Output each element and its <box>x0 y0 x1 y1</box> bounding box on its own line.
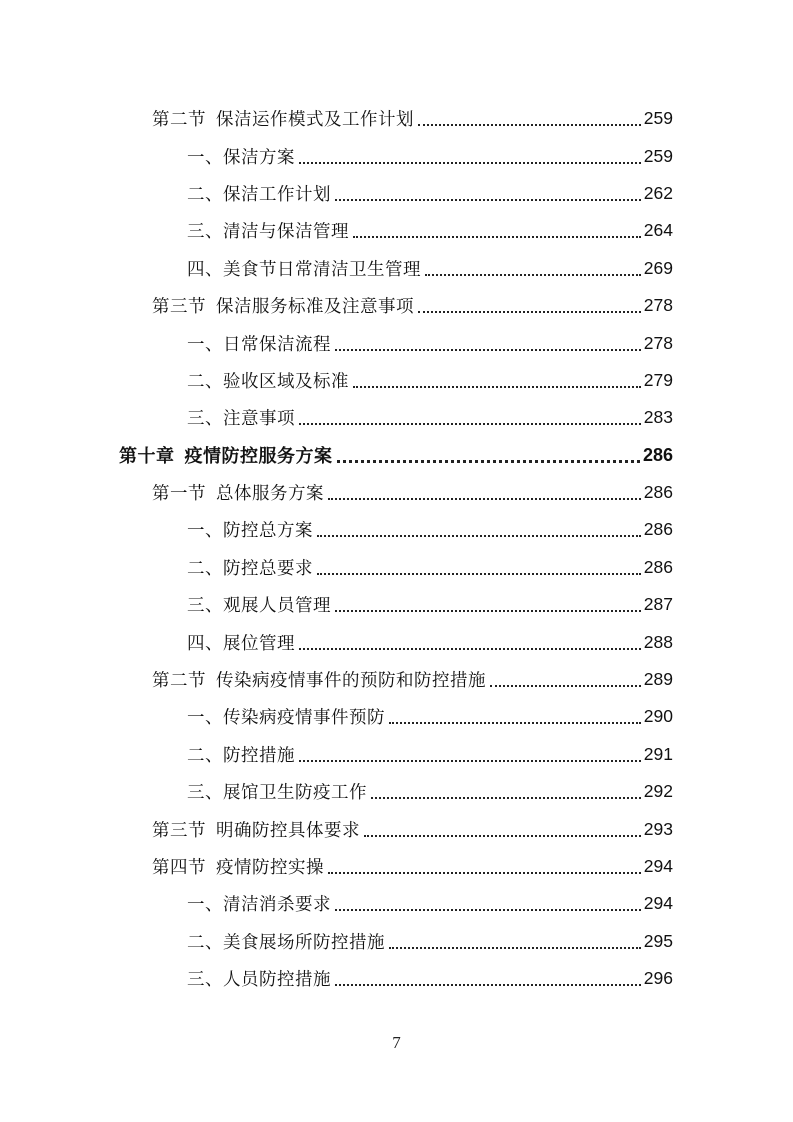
toc-entry-number: 三、 <box>187 596 223 617</box>
toc-entry-text: 传染病疫情事件的预防和防控措施 <box>216 671 486 692</box>
toc-page-number: 259 <box>643 108 673 129</box>
toc-entry-number: 二、 <box>187 371 223 392</box>
toc-page-number: 290 <box>643 706 673 727</box>
toc-entry[interactable] <box>0 623 673 660</box>
toc-entry-number: 二、 <box>187 184 223 205</box>
dot-leader <box>328 871 641 874</box>
toc-entry-text: 美食节日常清洁卫生管理 <box>223 259 421 280</box>
toc-entry-title <box>152 854 324 879</box>
dot-leader <box>299 161 641 164</box>
toc-entry[interactable] <box>0 848 673 885</box>
toc-entry-text: 展馆卫生防疫工作 <box>223 783 367 804</box>
toc-entry[interactable] <box>0 810 673 847</box>
toc-entry-title <box>187 891 331 916</box>
toc-entry-number: 第二节 <box>152 671 206 692</box>
toc-entry[interactable] <box>0 736 673 773</box>
toc-page-number: 288 <box>643 631 673 652</box>
toc-entry[interactable] <box>0 250 673 287</box>
toc-entry[interactable] <box>0 175 673 212</box>
toc-page-number: 291 <box>643 743 673 764</box>
toc-entry[interactable] <box>0 923 673 960</box>
toc-entry-text: 展位管理 <box>223 633 295 654</box>
toc-entry-number: 三、 <box>187 783 223 804</box>
toc-entry[interactable] <box>0 698 673 735</box>
toc-page-number: 262 <box>643 182 673 203</box>
toc-entry[interactable] <box>0 287 673 324</box>
toc-entry[interactable] <box>0 474 673 511</box>
toc-entry-text: 美食展场所防控措施 <box>223 932 385 953</box>
toc-entry-text: 清洁消杀要求 <box>223 895 331 916</box>
page-number: 7 <box>392 1033 401 1052</box>
toc-entry-number: 一、 <box>187 708 223 729</box>
toc-entry-title <box>187 966 331 991</box>
toc-entry-number: 三、 <box>187 409 223 430</box>
toc-entry-title <box>187 555 313 580</box>
dot-leader <box>364 834 641 837</box>
dot-leader <box>328 497 641 500</box>
toc-entry-number: 第一节 <box>152 484 206 505</box>
toc-entry-text: 清洁与保洁管理 <box>223 222 349 243</box>
toc-entry-title <box>187 630 295 655</box>
toc-entry[interactable] <box>0 586 673 623</box>
dot-leader <box>299 647 641 650</box>
toc-entry-title <box>187 929 385 954</box>
toc-entry-number: 第四节 <box>152 858 206 878</box>
toc-entry-number: 四、 <box>187 259 223 280</box>
toc-entry-text: 疫情防控实操 <box>216 858 324 878</box>
dot-leader <box>418 310 641 313</box>
dot-leader <box>335 198 641 201</box>
toc-page-number: 293 <box>643 818 673 839</box>
dot-leader <box>389 721 641 724</box>
dot-leader <box>389 946 641 949</box>
toc-entry-number: 一、 <box>187 895 223 916</box>
toc-entry-title <box>187 256 421 281</box>
toc-entry-title <box>119 442 333 468</box>
dot-leader <box>299 422 641 425</box>
toc-entry-text: 明确防控具体要求 <box>216 820 360 841</box>
toc-entry-text: 日常保洁流程 <box>223 334 331 355</box>
toc-entry[interactable] <box>0 960 673 997</box>
toc-entry-text: 观展人员管理 <box>223 596 331 617</box>
toc-entry-number: 第十章 <box>119 446 175 468</box>
dot-leader <box>418 123 641 126</box>
toc-page-number: 259 <box>643 145 673 166</box>
toc-entry[interactable] <box>0 324 673 361</box>
toc-entry-text: 保洁工作计划 <box>223 184 331 205</box>
toc-entry[interactable] <box>0 362 673 399</box>
toc-entry-text: 人员防控措施 <box>223 970 331 991</box>
toc-entry[interactable] <box>0 137 673 174</box>
dot-leader <box>317 534 641 537</box>
toc-entry-number: 二、 <box>187 558 223 579</box>
toc-entry-number: 第三节 <box>152 820 206 841</box>
toc-entry-number: 二、 <box>187 932 223 953</box>
toc-entry-text: 防控总要求 <box>223 558 313 579</box>
toc-entry-text: 防控总方案 <box>223 521 313 542</box>
toc-entry-number: 四、 <box>187 633 223 654</box>
toc-page-number: 283 <box>643 407 673 428</box>
toc-page-number: 294 <box>643 856 673 876</box>
dot-leader <box>425 273 641 276</box>
dot-leader <box>335 908 641 911</box>
toc-entry[interactable] <box>0 511 673 548</box>
dot-leader <box>371 796 641 799</box>
toc-page-number: 292 <box>643 781 673 802</box>
toc-entry-number: 三、 <box>187 970 223 991</box>
toc-entry-title <box>187 331 331 356</box>
toc-entry-text: 保洁方案 <box>223 147 295 168</box>
toc-entry-title <box>187 779 367 804</box>
toc-entry[interactable] <box>0 885 673 922</box>
dot-leader <box>299 759 641 762</box>
toc-entry[interactable] <box>0 399 673 436</box>
toc-entry-title <box>187 218 349 243</box>
toc-page-number: 286 <box>643 519 673 540</box>
toc-page-number: 286 <box>643 482 673 503</box>
toc-entry[interactable] <box>0 773 673 810</box>
toc-entry-title <box>187 704 385 729</box>
dot-leader <box>317 572 641 575</box>
toc-page-number: 295 <box>643 930 673 951</box>
dot-leader <box>353 385 641 388</box>
toc-page-number: 279 <box>643 369 673 390</box>
toc-page-number: 286 <box>643 556 673 577</box>
toc-entry-title <box>187 181 331 206</box>
toc-page-number: 289 <box>643 669 673 690</box>
toc-entry-title <box>152 817 360 842</box>
toc-entry-number: 一、 <box>187 334 223 355</box>
toc-entry-title <box>187 517 313 542</box>
dot-leader <box>337 459 640 463</box>
toc-entry-number: 一、 <box>187 147 223 168</box>
toc-entry-number: 第二节 <box>152 110 206 131</box>
toc-entry-text: 验收区域及标准 <box>223 371 349 392</box>
toc-entry-number: 第三节 <box>152 297 206 318</box>
dot-leader <box>335 609 641 612</box>
toc-page-number: 286 <box>642 444 673 465</box>
toc-entry-text: 保洁运作模式及工作计划 <box>216 110 414 131</box>
toc-entry-title <box>187 742 295 767</box>
toc-entry-title <box>187 368 349 393</box>
toc-entry-text: 保洁服务标准及注意事项 <box>216 297 414 318</box>
toc-entry-text: 防控措施 <box>223 745 295 766</box>
toc-entry-title <box>187 144 295 169</box>
toc-page-number: 296 <box>643 968 673 989</box>
toc-entry-title <box>187 592 331 617</box>
toc-page-number: 278 <box>643 295 673 316</box>
toc-entry-text: 疫情防控服务方案 <box>184 446 333 468</box>
toc-entry-text: 传染病疫情事件预防 <box>223 708 385 729</box>
table-of-contents <box>0 100 793 997</box>
toc-page-number: 269 <box>643 257 673 278</box>
dot-leader <box>490 684 641 687</box>
dot-leader <box>353 235 641 238</box>
toc-entry-title <box>152 106 414 131</box>
toc-entry-number: 二、 <box>187 745 223 766</box>
toc-entry-title <box>152 480 324 505</box>
toc-chapter-entry[interactable] <box>0 437 673 474</box>
toc-page-number: 264 <box>643 220 673 241</box>
toc-entry-number: 一、 <box>187 521 223 542</box>
toc-page-number: 294 <box>643 893 673 914</box>
toc-entry-text: 总体服务方案 <box>216 484 324 505</box>
dot-leader <box>335 983 641 986</box>
toc-entry[interactable] <box>0 100 673 137</box>
toc-page-number: 287 <box>643 594 673 615</box>
toc-entry-text: 注意事项 <box>223 409 295 430</box>
toc-entry[interactable] <box>0 661 673 698</box>
toc-entry[interactable] <box>0 212 673 249</box>
toc-entry[interactable] <box>0 549 673 586</box>
toc-entry-title <box>152 667 486 692</box>
toc-entry-title <box>187 405 295 430</box>
toc-entry-number: 三、 <box>187 222 223 243</box>
dot-leader <box>335 348 641 351</box>
toc-page-number: 278 <box>643 332 673 353</box>
toc-entry-title <box>152 293 414 318</box>
